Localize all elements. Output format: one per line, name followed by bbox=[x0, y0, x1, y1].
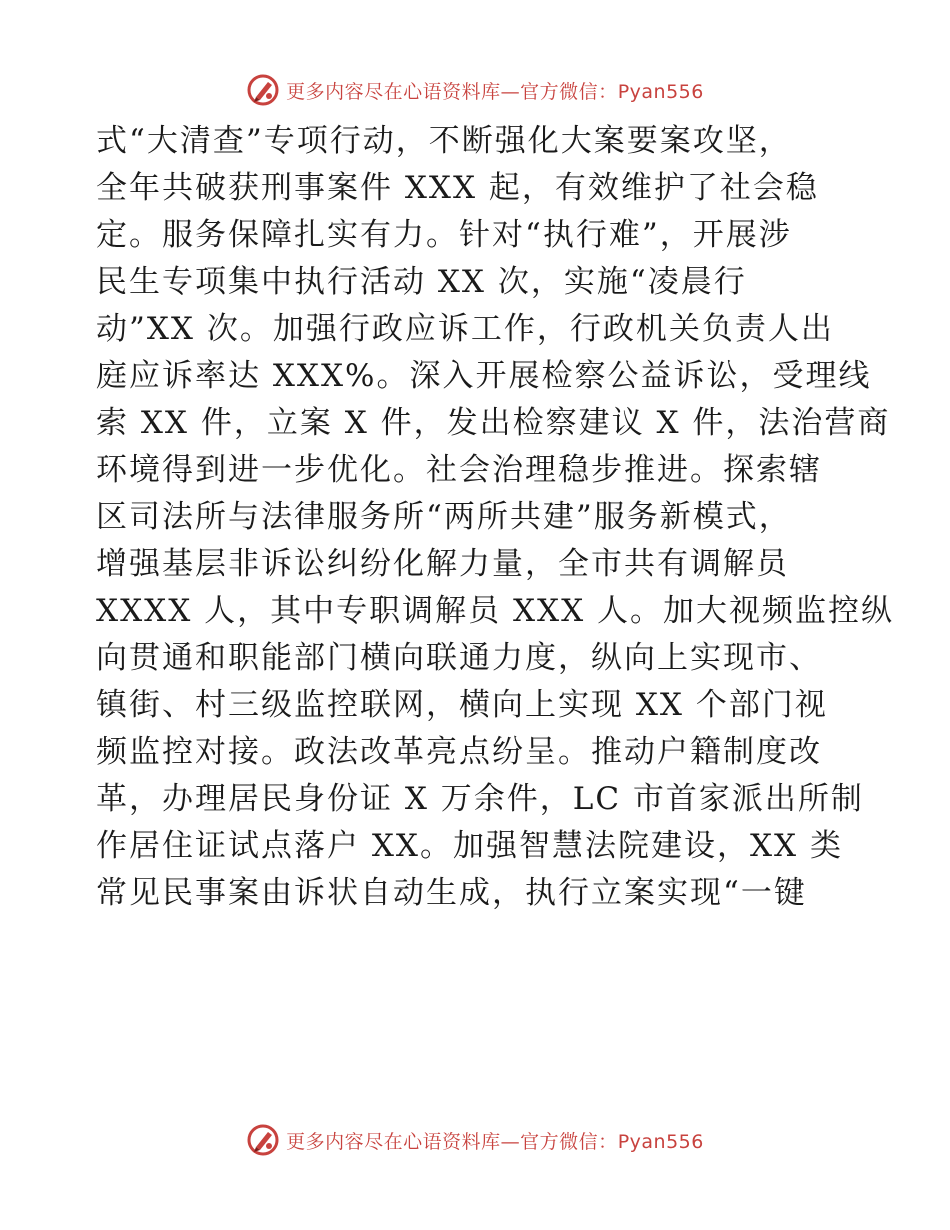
watermark-site-name: 更多内容尽在心语资料库 bbox=[286, 1130, 501, 1153]
body-line: 区司法所与法律服务所“两所共建”服务新模式， bbox=[96, 499, 792, 535]
watermark-wechat-id: Pyan556 bbox=[617, 1130, 704, 1153]
body-line: 革，办理居民身份证 X 万余件，LC 市首家派出所制 bbox=[96, 781, 864, 817]
footer-watermark bbox=[0, 1120, 950, 1160]
document-body bbox=[96, 118, 895, 917]
header-watermark-text bbox=[286, 77, 704, 104]
body-line: 频监控对接。政法改革亮点纷呈。推动户籍制度改 bbox=[96, 734, 822, 770]
body-line: 常见民事案由诉状自动生成，执行立案实现“一键 bbox=[96, 875, 807, 911]
body-line: 镇街、村三级监控联网，横向上实现 XX 个部门视 bbox=[96, 687, 828, 723]
body-line: 定。服务保障扎实有力。针对“执行难”，开展涉 bbox=[96, 217, 792, 253]
body-line: 增强基层非诉讼纠纷化解力量，全市共有调解员 bbox=[96, 546, 789, 582]
body-line: 索 XX 件，立案 X 件，发出检察建议 X 件，法治营商 bbox=[96, 405, 891, 441]
watermark-wechat-label: 官方微信： bbox=[520, 80, 618, 103]
body-line: 全年共破获刑事案件 XXX 起，有效维护了社会稳 bbox=[96, 170, 819, 206]
watermark-site-name: 更多内容尽在心语资料库 bbox=[286, 80, 501, 103]
body-line: 式“大清查”专项行动，不断强化大案要案攻坚， bbox=[96, 123, 792, 159]
body-line: 环境得到进一步优化。社会治理稳步推进。探索辖 bbox=[96, 452, 822, 488]
body-line: 民生专项集中执行活动 XX 次，实施“凌晨行 bbox=[96, 264, 747, 300]
watermark-wechat-id: Pyan556 bbox=[617, 80, 704, 103]
body-line: 作居住证试点落户 XX。加强智慧法院建设，XX 类 bbox=[96, 828, 843, 864]
watermark-wechat-label: 官方微信： bbox=[520, 1130, 618, 1153]
body-line: 动”XX 次。加强行政应诉工作，行政机关负责人出 bbox=[96, 311, 834, 347]
pen-logo-icon bbox=[246, 73, 280, 107]
body-line: 庭应诉率达 XXX%。深入开展检察公益诉讼，受理线 bbox=[96, 358, 872, 394]
watermark-separator: — bbox=[500, 80, 521, 103]
body-line: 向贯通和职能部门横向联通力度，纵向上实现市、 bbox=[96, 640, 822, 676]
watermark-separator: — bbox=[500, 1130, 521, 1153]
footer-watermark-text bbox=[286, 1127, 704, 1154]
header-watermark bbox=[0, 70, 950, 110]
body-line: XXXX 人，其中专职调解员 XXX 人。加大视频监控纵 bbox=[96, 593, 895, 629]
pen-logo-icon bbox=[246, 1123, 280, 1157]
